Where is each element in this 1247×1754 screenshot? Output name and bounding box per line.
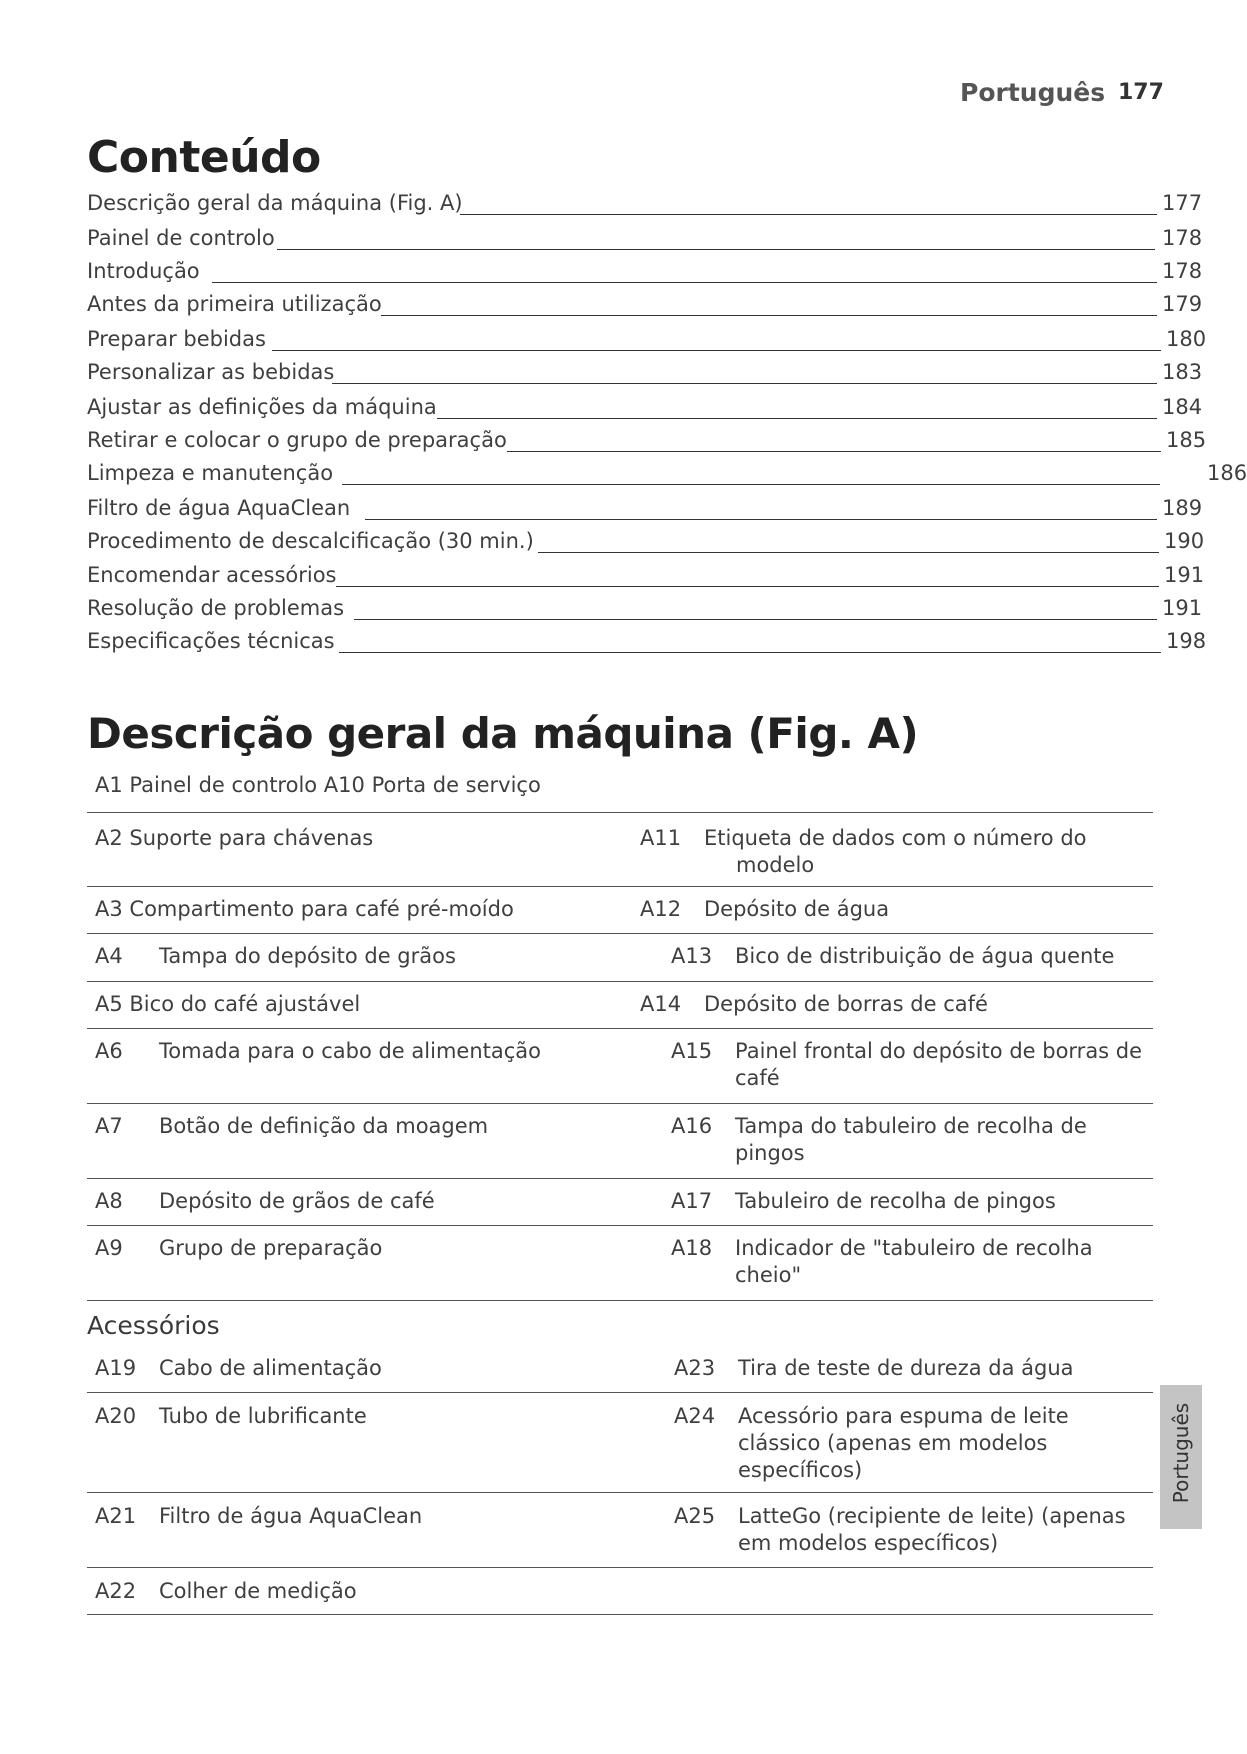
toc-entry-title: Filtro de água AquaClean [87,496,351,520]
part-label: Tabuleiro de recolha de pingos [735,1189,1056,1213]
table-row [87,1568,1153,1615]
part-label: Filtro de água AquaClean [159,1504,423,1528]
part-label: Depósito de borras de café [704,992,988,1016]
part-label: Grupo de preparação [159,1236,383,1260]
toc-entry-page: 184 [1162,395,1203,419]
toc-entry-title: Retirar e colocar o grupo de preparação [87,428,507,452]
part-label: LatteGo (recipiente de leite) (apenas em modelos específicos) [738,1504,1126,1555]
part-label: Tampa do depósito de grãos [159,944,456,968]
part-label: Painel frontal do depósito de borras de café [735,1039,1143,1090]
toc-leader-line [339,652,1161,653]
toc-entry-page: 177 [1162,191,1203,215]
part-code: A16 [671,1114,713,1138]
part-label: A2 Suporte para chávenas [95,826,374,850]
part-label: Depósito de água [704,897,890,921]
part-label: A5 Bico do café ajustável [95,992,361,1016]
table-row [87,1493,1153,1568]
toc-entry-page: 178 [1162,226,1203,250]
part-code: A21 [95,1504,137,1528]
part-label: Acessório para espuma de leite clássico (apenas em modelos específicos) [738,1404,1069,1482]
part-code: A9 [95,1236,123,1260]
toc-leader-line [538,552,1159,553]
part-label: Depósito de grãos de café [159,1189,435,1213]
toc-entry-title: Preparar bebidas [87,327,266,351]
part-code: A14 [640,992,682,1016]
toc-leader-line [277,249,1155,250]
accessories-heading: Acessórios [87,1311,220,1340]
part-label: Colher de medição [159,1579,357,1603]
table-row [87,1179,1153,1226]
toc-entry-title: Personalizar as bebidas [87,360,335,384]
part-code: A4 [95,944,123,968]
toc-entry-title: Introdução [87,259,200,283]
toc-leader-line [272,350,1161,351]
part-code: A15 [671,1039,713,1063]
toc-leader-line [460,214,1157,215]
toc-leader-line [381,315,1157,316]
part-code: A6 [95,1039,123,1063]
toc-title: Conteúdo [87,132,321,183]
header-language: Português [960,78,1106,107]
page-number: 177 [1118,80,1164,105]
toc-leader-line [365,519,1157,520]
toc-entry-title: Antes da primeira utilização [87,292,382,316]
part-label: Tira de teste de dureza da água [738,1356,1074,1380]
toc-entry-page: 185 [1166,428,1207,452]
toc-entry-page: 190 [1164,529,1205,553]
toc-entry-page: 183 [1162,360,1203,384]
accessories-table [87,1392,1153,1615]
part-code: A20 [95,1404,137,1428]
toc-entry-title: Ajustar as definições da máquina [87,395,437,419]
part-code: A19 [95,1356,137,1380]
toc-entry-title: Limpeza e manutenção [87,461,334,485]
table-row [87,934,1153,982]
toc-leader-line [332,383,1157,384]
table-row [87,812,1153,887]
part-label: A3 Compartimento para café pré-moído [95,897,514,921]
table-row [87,982,1153,1029]
table-row [87,1029,1153,1104]
accessories-first-row [87,1346,1153,1392]
language-side-tab[interactable] [1160,1385,1202,1529]
table-row [87,1226,1153,1301]
toc-leader-line [354,619,1157,620]
part-code: A18 [671,1236,713,1260]
side-tab-label: Português [1169,1402,1193,1504]
toc-leader-line [437,418,1157,419]
toc-entry-page: 191 [1162,596,1203,620]
toc-leader-line [507,451,1161,452]
toc-leader-line [212,282,1157,283]
toc-leader-line [342,484,1160,485]
part-label: Tampa do tabuleiro de recolha de pingos [735,1114,1087,1165]
part-code: A7 [95,1114,123,1138]
toc-entry-title: Procedimento de descalcificação (30 min.) [87,529,534,553]
part-code: A12 [640,897,682,921]
part-label: Etiqueta de dados com o número do modelo [704,826,1087,877]
part-code: A11 [640,826,682,850]
part-code: A8 [95,1189,123,1213]
toc-entry-page: 189 [1162,496,1203,520]
toc-entry-page: 198 [1166,629,1207,653]
part-code: A23 [674,1356,716,1380]
part-code: A13 [671,944,713,968]
part-code: A17 [671,1189,713,1213]
toc-entry-title: Painel de controlo [87,226,275,250]
part-label: Cabo de alimentação [159,1356,382,1380]
part-label: Tubo de lubrificante [159,1404,367,1428]
toc-entry-title: Descrição geral da máquina (Fig. A) [87,191,463,215]
toc-entry-title: Resolução de problemas [87,596,345,620]
parts-table [87,812,1153,1301]
toc-entry-page: 191 [1164,563,1205,587]
overview-intro-line: A1 Painel de controlo A10 Porta de serviço [95,773,541,797]
table-row [87,1104,1153,1179]
part-label: Indicador de "tabuleiro de recolha cheio" [735,1236,1093,1287]
page-header [960,78,1170,118]
toc-entry-page: 186 [1207,461,1247,485]
toc-entry-title: Especificações técnicas [87,629,335,653]
part-code: A22 [95,1579,137,1603]
toc-entry-page: 180 [1166,327,1207,351]
part-label: Botão de definição da moagem [159,1114,489,1138]
table-row [87,887,1153,934]
part-code: A25 [674,1504,716,1528]
part-code: A24 [674,1404,716,1428]
table-row [87,1393,1153,1493]
toc-entry-page: 178 [1162,259,1203,283]
toc-leader-line [336,586,1159,587]
toc-entry-page: 179 [1162,292,1203,316]
toc-entry-title: Encomendar acessórios [87,563,337,587]
part-label: Tomada para o cabo de alimentação [159,1039,541,1063]
part-label: Bico de distribuição de água quente [735,944,1115,968]
overview-title: Descrição geral da máquina (Fig. A) [87,709,919,758]
